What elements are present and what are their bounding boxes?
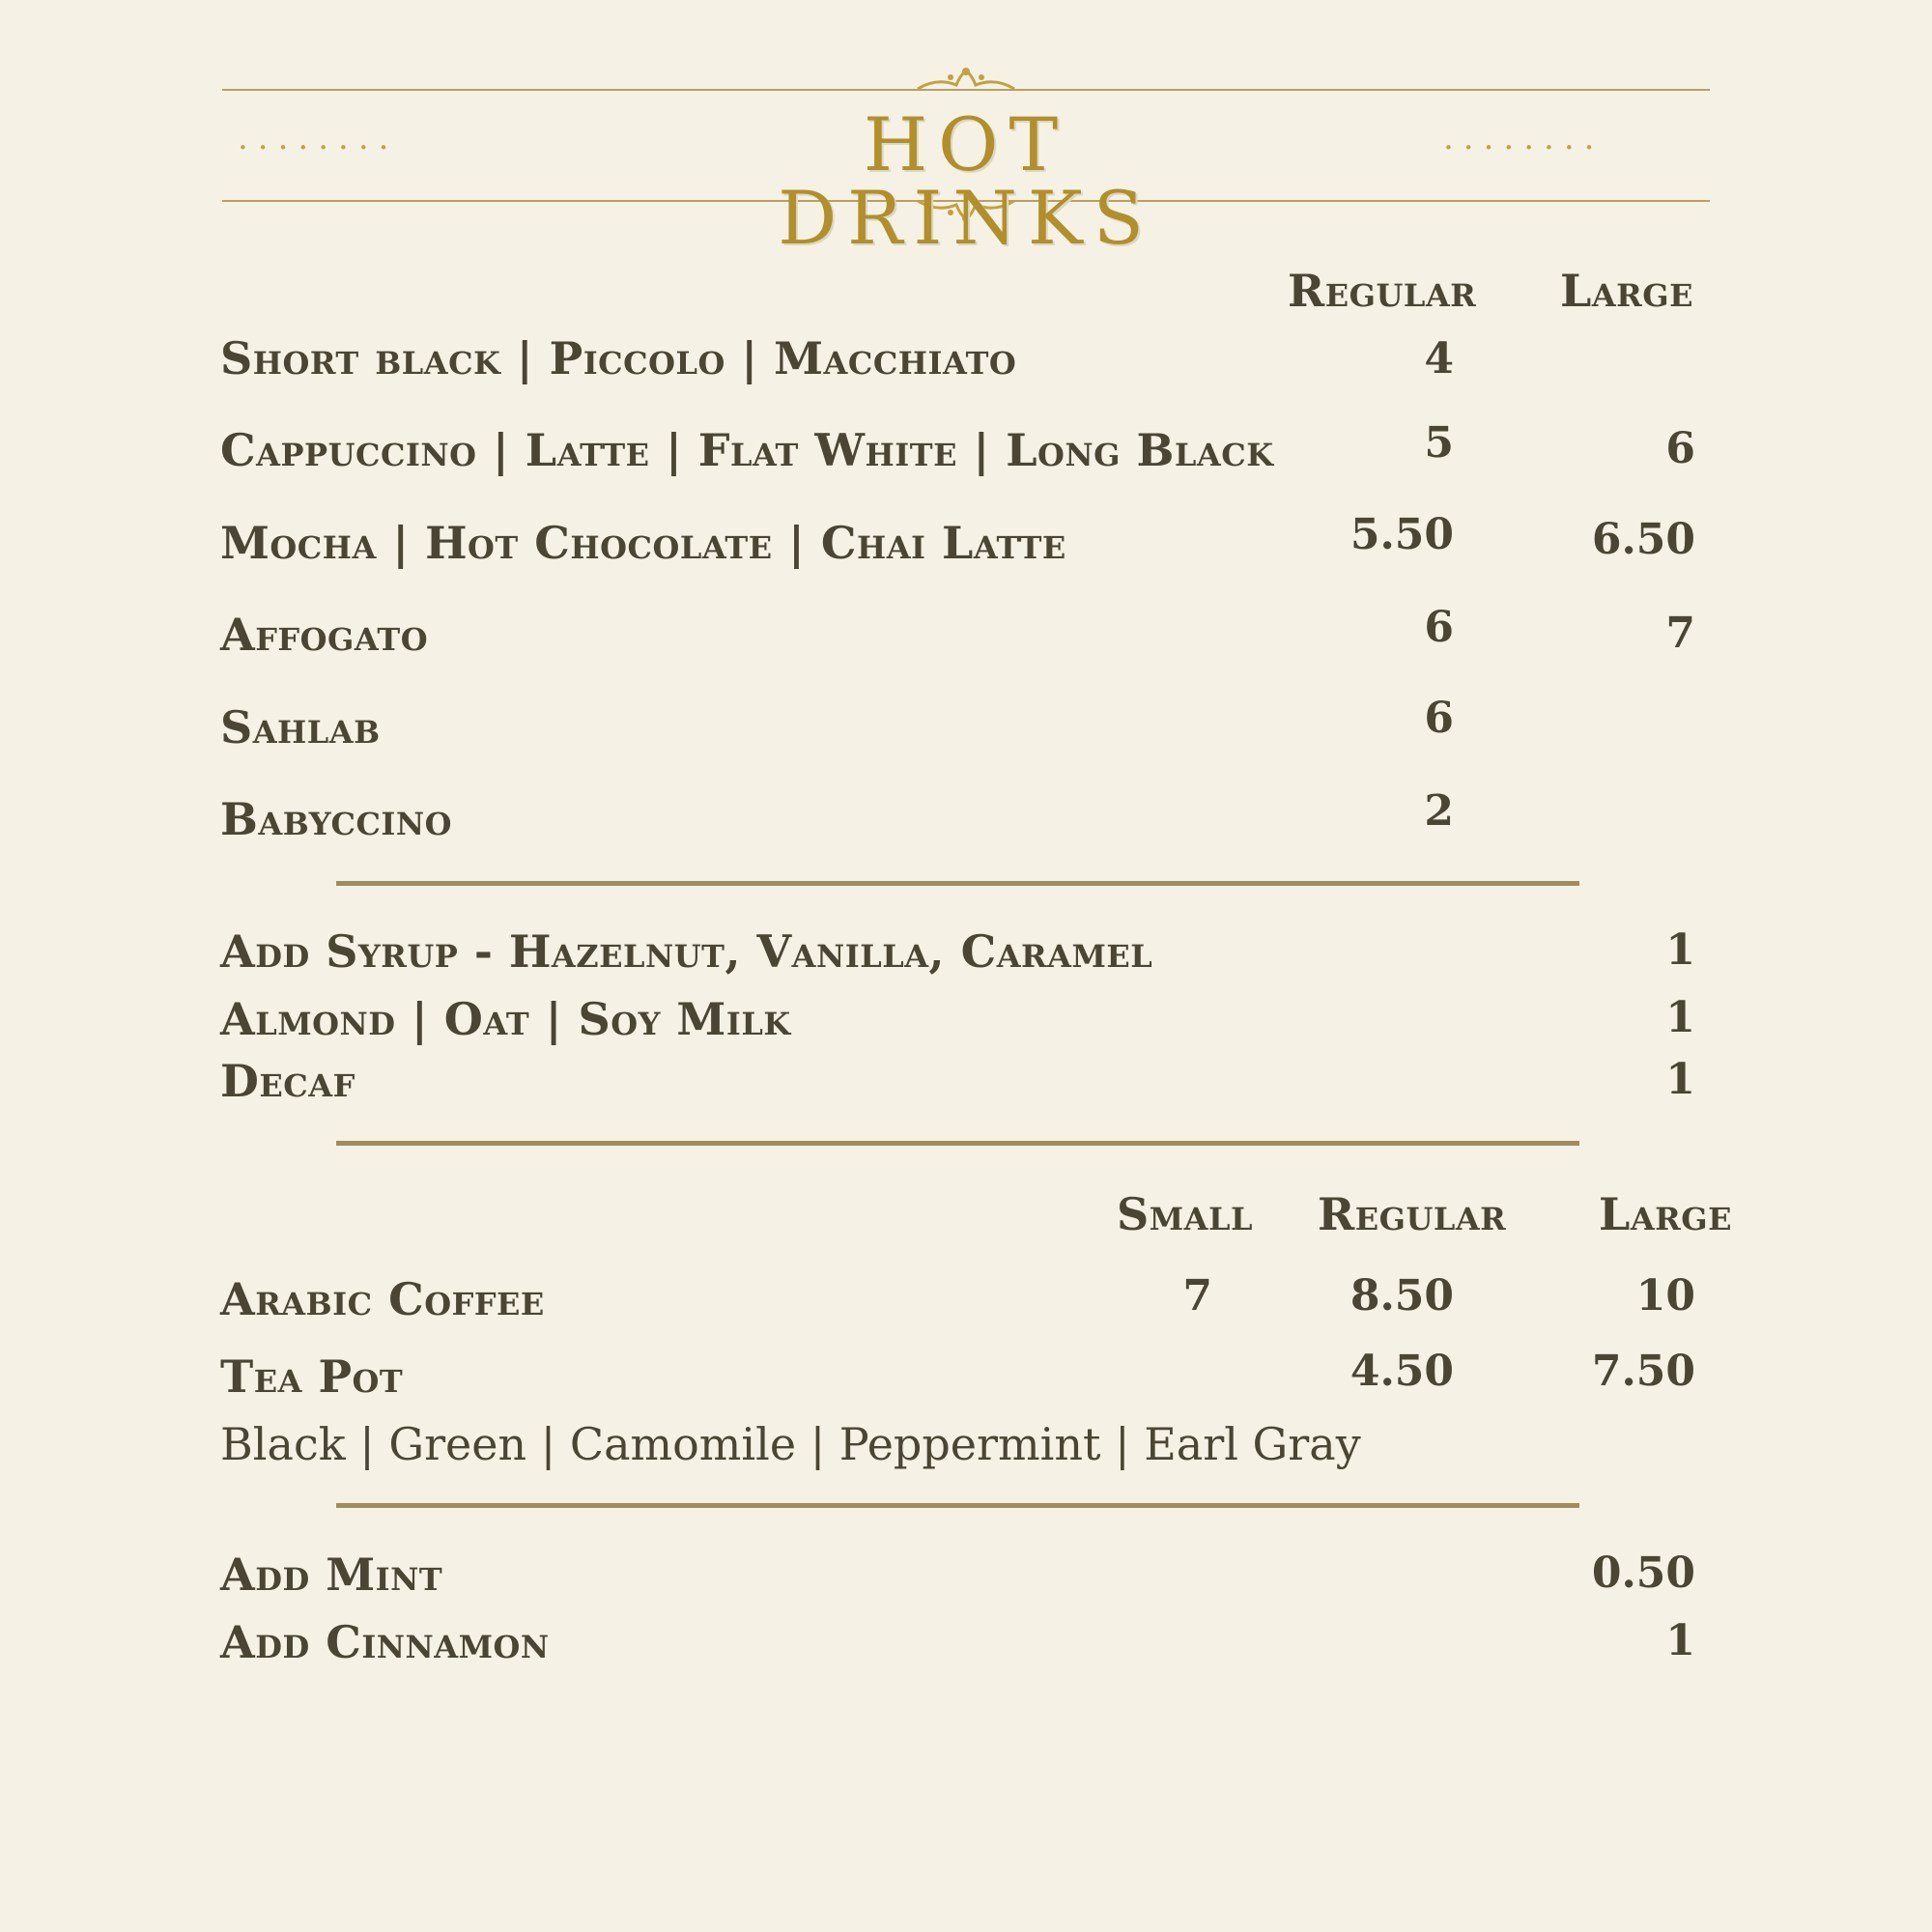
extra-item-name: Add Cinnamon	[220, 1616, 550, 1668]
col-header-small: Small	[1117, 1188, 1253, 1240]
menu-item-price-regular: 6	[1424, 603, 1454, 652]
section-divider	[336, 1503, 1579, 1508]
menu-item-price-small: 7	[1182, 1271, 1212, 1321]
menu-item-price-regular: 6	[1424, 694, 1454, 743]
menu-item-price-large: 10	[1635, 1271, 1695, 1321]
col-header-large: Large	[1560, 265, 1693, 317]
menu-item-name: Arabic Coffee	[220, 1273, 545, 1325]
extra-item-price: 1	[1665, 1055, 1695, 1104]
menu-item-price-large: 7.50	[1591, 1347, 1695, 1396]
menu-item-price-regular: 5.50	[1350, 510, 1454, 559]
tea-varieties: Black | Green | Camomile | Peppermint | Earl Gray	[220, 1418, 1361, 1470]
menu-item-price-regular: 5	[1424, 418, 1454, 468]
extra-item-price: 1	[1665, 993, 1695, 1042]
menu-item-name: Cappuccino | Latte | Flat White | Long Black	[220, 424, 1274, 476]
menu-item-name: Mocha | Hot Chocolate | Chai Latte	[220, 517, 1066, 569]
menu-item-price-regular: 8.50	[1350, 1271, 1454, 1321]
header-dots-right: ........	[1443, 119, 1605, 157]
extra-item-name: Decaf	[220, 1055, 355, 1107]
menu-item-price-large: 6	[1665, 424, 1695, 473]
menu-item-name: Sahlab	[220, 701, 381, 753]
menu-item-name: Tea Pot	[220, 1350, 404, 1403]
menu-item-price-large: 6.50	[1591, 515, 1695, 564]
header-dots-left: ........	[238, 119, 399, 157]
menu-item-price-regular: 4.50	[1350, 1347, 1454, 1396]
extra-item-name: Add Mint	[220, 1548, 443, 1601]
col-header-regular: Regular	[1288, 265, 1477, 317]
section-divider	[336, 1141, 1579, 1146]
extra-item-name: Add Syrup - Hazelnut, Vanilla, Caramel	[220, 925, 1153, 978]
col-header-regular: Regular	[1318, 1188, 1507, 1240]
extra-item-price: 1	[1665, 1616, 1695, 1665]
menu-item-price-large: 7	[1665, 609, 1695, 658]
col-header-large: Large	[1599, 1188, 1732, 1240]
menu-item-name: Affogato	[220, 609, 429, 661]
extra-item-price: 0.50	[1591, 1548, 1695, 1598]
menu-item-price-regular: 4	[1424, 334, 1454, 384]
extra-item-name: Almond | Oat | Soy Milk	[220, 993, 791, 1045]
menu-item-price-regular: 2	[1424, 786, 1454, 836]
page-title: HOT DRINKS	[778, 101, 1154, 261]
menu-item-name: Babyccino	[220, 793, 453, 845]
menu-item-name: Short black | Piccolo | Macchiato	[220, 332, 1017, 384]
extra-item-price: 1	[1665, 925, 1695, 975]
section-divider	[336, 881, 1579, 886]
flourish-top-icon	[908, 64, 1024, 93]
